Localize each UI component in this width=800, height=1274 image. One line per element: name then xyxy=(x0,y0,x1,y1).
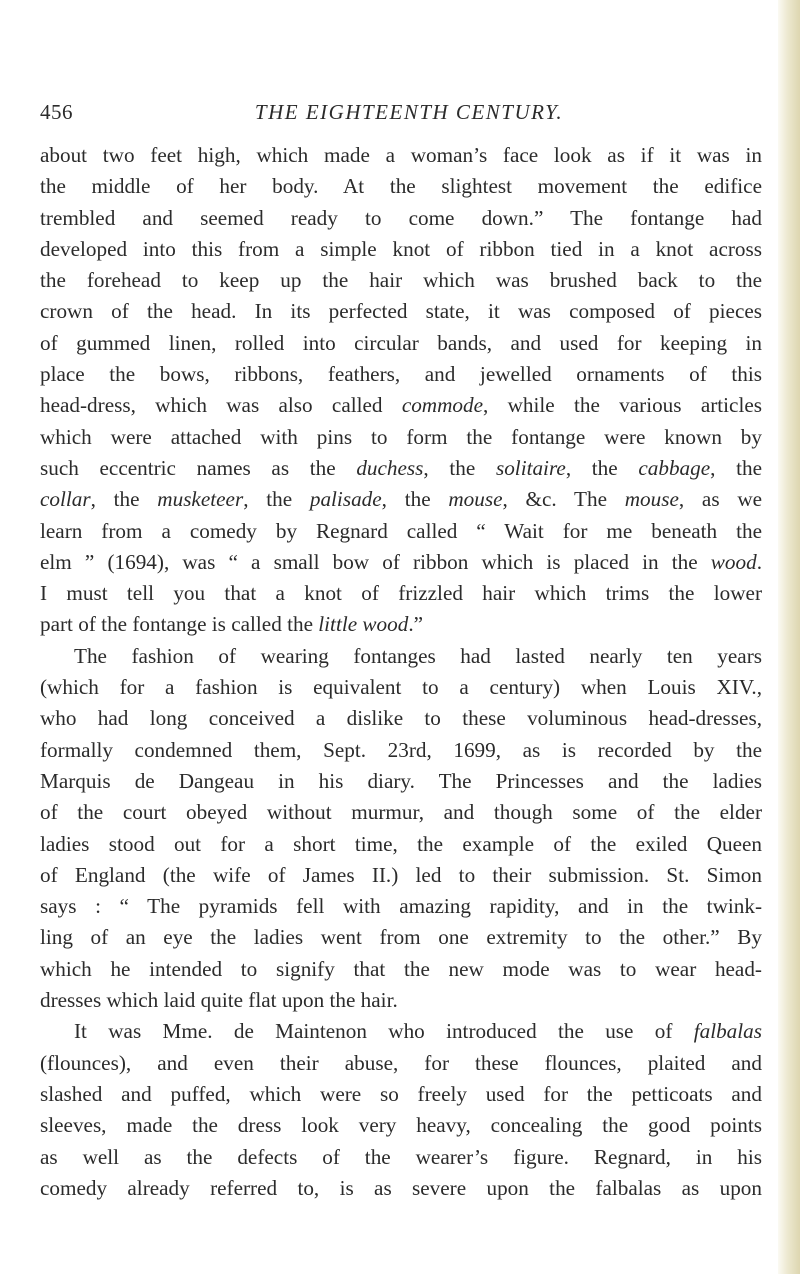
body-text xyxy=(40,140,762,1204)
text-line: the middle of her body. At the slightest movement the edifice xyxy=(40,174,762,199)
text-line: which were attached with pins to form the fontange were known by xyxy=(40,424,762,449)
text-line: formally condemned them, Sept. 23rd, 1699, as is recorded by the xyxy=(40,737,762,762)
text-line: developed into this from a simple knot of ribbon tied in a knot across xyxy=(40,236,762,261)
text-line: such eccentric names as the duchess, the solitaire, the cabbage, the xyxy=(40,455,762,480)
text-line: collar, the musketeer, the palisade, the mouse, &c. The mouse, as we xyxy=(40,487,763,512)
text-line: of England (the wife of James II.) led to their submission. St. Simon xyxy=(40,862,762,887)
text-line: ling of an eye the ladies went from one extremity to the other.” By xyxy=(40,925,762,950)
page-number: 456 xyxy=(40,100,73,124)
text-line: part of the fontange is called the little wood.” xyxy=(40,612,424,637)
text-line: learn from a comedy by Regnard called “ Wait for me beneath the xyxy=(40,518,762,543)
text-line: crown of the head. In its perfected state, it was composed of pieces xyxy=(40,299,762,324)
text-line: of gummed linen, rolled into circular bands, and used for keeping in xyxy=(40,330,762,355)
text-line: I must tell you that a knot of frizzled hair which trims the lower xyxy=(40,581,762,606)
text-line: ladies stood out for a short time, the example of the exiled Queen xyxy=(40,831,762,856)
text-line: (which for a fashion is equivalent to a century) when Louis XIV., xyxy=(40,675,762,700)
text-line: who had long conceived a dislike to these voluminous head-dresses, xyxy=(40,706,762,731)
running-title: THE EIGHTEENTH CENTURY. xyxy=(254,100,564,124)
page-edge xyxy=(778,0,800,1274)
text-line: Marquis de Dangeau in his diary. The Princesses and the ladies xyxy=(40,768,762,793)
text-line: the forehead to keep up the hair which was brushed back to the xyxy=(40,268,762,293)
page-header xyxy=(40,94,760,134)
text-line: slashed and puffed, which were so freely used for the petticoats and xyxy=(40,1081,762,1106)
text-line: It was Mme. de Maintenon who introduced the use of falbalas xyxy=(74,1019,762,1044)
text-line: sleeves, made the dress look very heavy, concealing the good points xyxy=(40,1113,762,1138)
text-line: elm ” (1694), was “ a small bow of ribbon which is placed in the wood. xyxy=(40,549,762,574)
text-line: about two feet high, which made a woman’s face look as if it was in xyxy=(40,143,762,167)
text-line: of the court obeyed without murmur, and though some of the elder xyxy=(40,800,762,825)
text-line: comedy already referred to, is as severe upon the falbalas as upon xyxy=(40,1175,762,1200)
text-line: (flounces), and even their abuse, for these flounces, plaited and xyxy=(40,1050,762,1075)
text-line: place the bows, ribbons, feathers, and jewelled ornaments of this xyxy=(40,362,762,387)
text-line: says : “ The pyramids fell with amazing rapidity, and in the twink- xyxy=(40,894,762,919)
text-line: as well as the defects of the wearer’s figure. Regnard, in his xyxy=(40,1144,762,1169)
text-line: which he intended to signify that the new mode was to wear head- xyxy=(40,956,762,981)
text-line: trembled and seemed ready to come down.” The fontange had xyxy=(40,205,762,230)
text-line: dresses which laid quite flat upon the hair. xyxy=(40,988,398,1013)
text-line: head-dress, which was also called commode, while the various articles xyxy=(40,393,762,418)
text-line: The fashion of wearing fontanges had lasted nearly ten years xyxy=(74,643,762,668)
